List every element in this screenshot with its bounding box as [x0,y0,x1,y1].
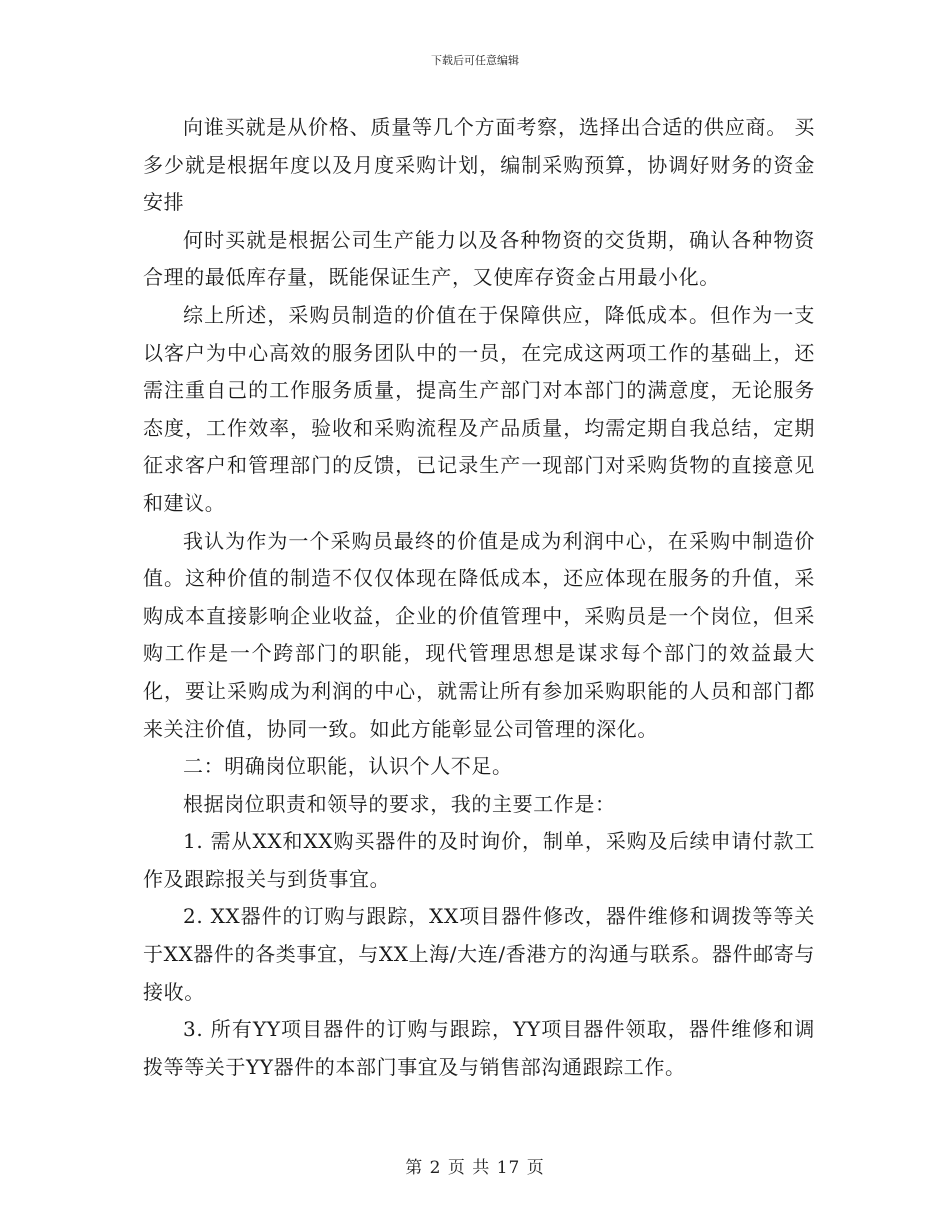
paragraph-who-to-buy: 向谁买就是从价格、质量等几个方面考察，选择出合适的供应商。 买多少就是根据年度以及月度采购计划，编制采购预算，协调好财务的资金安排 [143,115,815,215]
page-header: 下载后可任意编辑 [431,54,519,67]
document-body [143,109,815,1086]
duty-item-3: 3. 所有YY项目器件的订购与跟踪，YY项目器件领取，器件维修和调拨等等关于YY器件的本部门事宜及与销售部沟通跟踪工作。 [143,1017,815,1079]
section-heading-2: 二：明确岗位职能，认识个人不足。 [183,754,513,779]
paragraph-when-to-buy: 何时买就是根据公司生产能力以及各种物资的交货期，确认各种物资合理的最低库存量，既能保证生产，又使库存资金占用最小化。 [143,227,815,290]
paragraph-duties-intro: 根据岗位职责和领导的要求，我的主要工作是： [183,791,616,816]
duty-item-2: 2. XX器件的订购与跟踪，XX项目器件修改，器件维修和调拨等等关于XX器件的各类事宜，与XX上海/大连/香港方的沟通与联系。器件邮寄与接收。 [143,904,815,1004]
page-footer: 第 2 页 共 17 页 [405,1158,545,1178]
duty-item-1: 1. 需从XX和XX购买器件的及时询价，制单，采购及后续申请付款工作及跟踪报关与到货事宜。 [143,829,815,891]
paragraph-value-opinion: 我认为作为一个采购员最终的价值是成为利润中心，在采购中制造价值。这种价值的制造不仅仅体现在降低成本，还应体现在服务的升值，采购成本直接影响企业收益，企业的价值管理中，采购员是一个岗位，但采购工作是一个跨部门的职能，现代管理思想是谋求每个部门的效益最大化，要让采购成为利润的中心，就需让所有参加采购职能的人员和部门都来关注价值，协同一致。如此方能彰显公司管理的深化。 [143,528,815,741]
paragraph-summary: 综上所述，采购员制造的价值在于保障供应，降低成本。但作为一支以客户为中心高效的服务团队中的一员，在完成这两项工作的基础上，还需注重自己的工作服务质量，提高生产部门对本部门的满意度，无论服务态度，工作效率，验收和采购流程及产品质量，均需定期自我总结，定期征求客户和管理部门的反馈，已记录生产一现部门对采购货物的直接意见和建议。 [143,302,815,515]
